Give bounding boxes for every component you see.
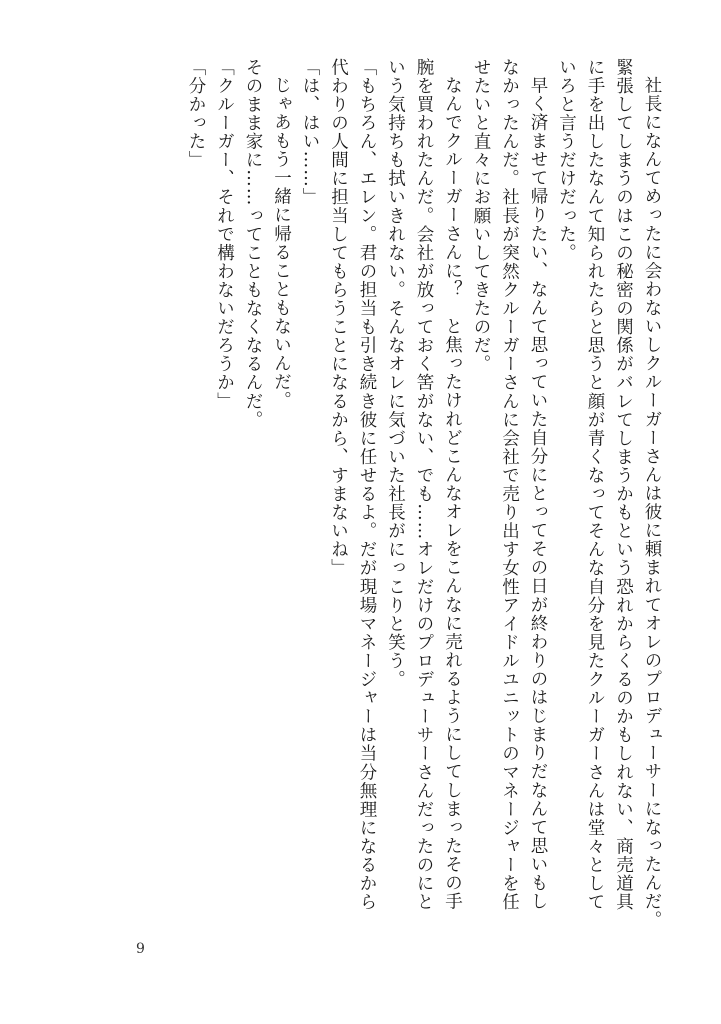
text-line: 社長になんてめったに会わないしクルーガーさんは彼に頼まれてオレのプロデューサーになったんだ。 [642,75,662,929]
text-line: じゃあもう一緒に帰ることもないんだ。 [271,75,292,410]
text-line: なかったんだ。社長が突然クルーガーさんに会社で売り出す女性アイドルユニットのマネージャーを任 [499,58,520,912]
text-line: に手を出したなんて知られたらと思うと顔が青くなってそんな自分を見たクルーガーさんは堂々として [585,58,605,912]
text-line: 腕を買われたんだ。会社が放っておく筈がない、でも……オレだけのプロデューサーさんだったのにと [414,58,434,912]
text-line: 「もちろん、エレン。君の担当も引き続き彼に任せるよ。だが現場マネージャーは当分無理になるから [357,58,377,912]
text-line: 緊張してしまうのはこの秘密の関係がバレてしまうかもという恐れからくるのかもしれない、商売道具 [613,58,634,912]
text-line: いろと言うだけだった。 [556,58,577,263]
text-line: 「分かった」 [186,58,206,170]
text-line: 早く済ませて帰りたい、なんて思っていた自分にとってその日が終わりのはじまりだなんて思いもし [528,75,548,911]
text-line: なんでクルーガーさんに？ と焦ったけれどこんなオレをこんなに売れるようにしてしまったその手 [442,75,463,911]
text-line: 「クルーガー、それで構わないだろうか」 [214,58,235,411]
text-line: そのまま家に……ってこともなくなるんだ。 [243,58,263,429]
text-line: 代わりの人間に担当してもらうことになるから、すまないね」 [328,58,349,578]
text-line: せたいと直々にお願いしてきたのだ。 [471,58,491,374]
text-line: いう気持ちも拭いきれない。そんなオレに気づいた社長がにっこりと笑う。 [385,58,406,689]
page-number: 9 [136,941,145,957]
text-line: 「は、はい……」 [300,58,320,207]
body-text [182,58,667,929]
